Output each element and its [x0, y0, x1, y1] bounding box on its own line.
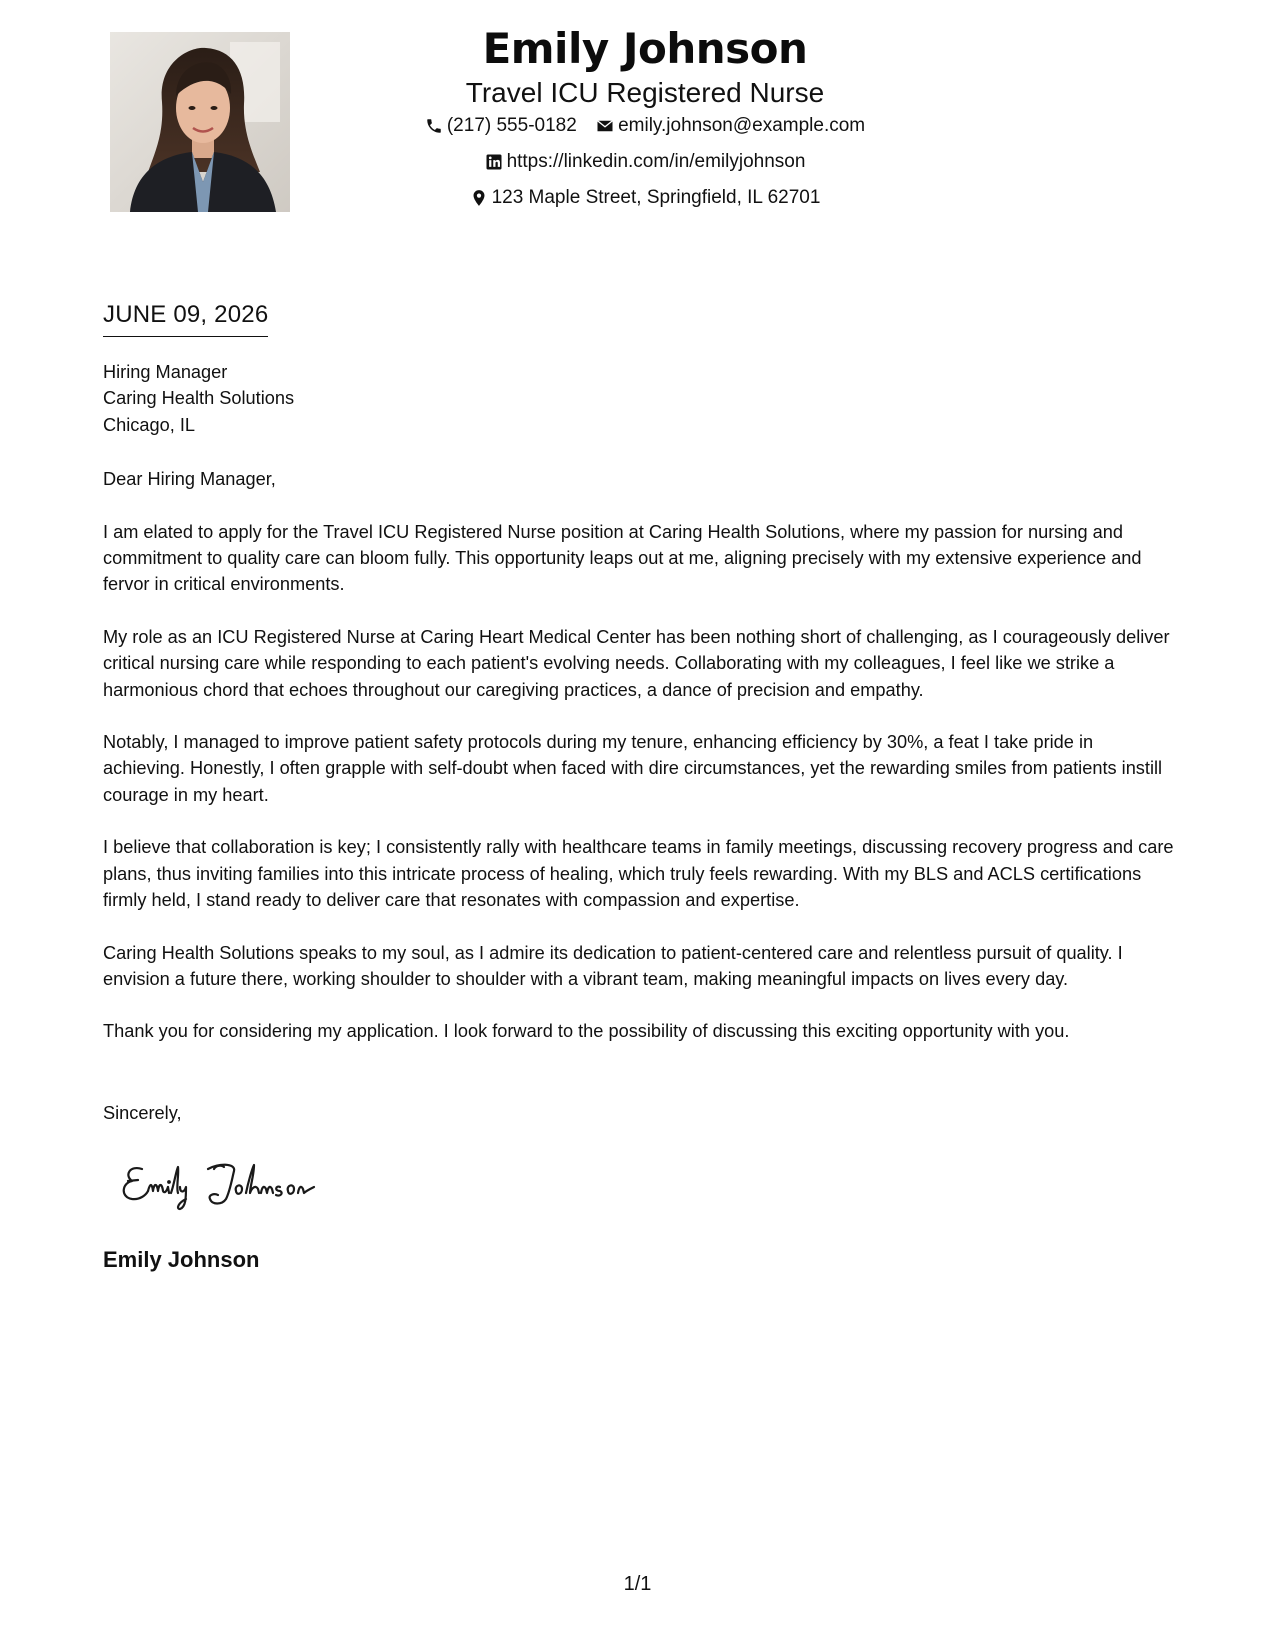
email-contact[interactable] — [596, 110, 865, 142]
letter-date: JUNE 09, 2026 — [103, 298, 268, 337]
header — [330, 22, 960, 218]
paragraph: I believe that collaboration is key; I consistently rally with healthcare teams in family meetings, discussing recovery progress and care plans, thus inviting families into this intricate process of healing, which truly feels rewarding. With my BLS and ACLS certifications firmly held, I stand ready to deliver care that resonates with compassion and expertise. — [103, 837, 1174, 911]
profile-photo — [110, 32, 290, 212]
recipient-company: Caring Health Solutions — [103, 388, 295, 409]
recipient-title: Hiring Manager — [103, 362, 228, 382]
phone-contact[interactable] — [425, 110, 577, 142]
letter-body — [103, 359, 1178, 1045]
envelope-icon — [596, 117, 614, 135]
paragraph: I am elated to apply for the Travel ICU Registered Nurse position at Caring Health Solutions, where my passion for nursing and commitment to quality care can bloom fully. This opportunity leaps out at me, aligning precisely with my extensive experience and fervor in critical environments. — [103, 521, 1142, 595]
page-number: 1/1 — [623, 1573, 652, 1595]
contact-row-3 — [330, 182, 960, 218]
paragraph: Caring Health Solutions speaks to my soul, as I admire its dedication to patient-centered care and relentless pursuit of quality. I envision a future there, working shoulder to shoulder with a vibrant team, making meaningful impacts on lives every day. — [103, 942, 1123, 989]
contact-row-2 — [330, 146, 960, 182]
phone-text: (217) 555-0182 — [446, 115, 577, 136]
paragraph: Notably, I managed to improve patient safety protocols during my tenure, enhancing efficiency by 30%, a feat I take pride in achieving. Honestly, I often grapple with self-doubt when faced with dire circumstances, yet the rewarding smiles from patients instill courage in my heart. — [103, 732, 1163, 805]
paragraph: My role as an ICU Registered Nurse at Caring Heart Medical Center has been nothing short of challenging, as I courageously deliver critical nursing care while responding to each patient's evolving needs. Collaborating with my colleagues, I feel like we strike a harmonious chord that echoes throughout our caregiving practices, a dance of precision and empathy. — [103, 626, 1170, 700]
address-contact — [470, 182, 821, 214]
salutation: Dear Hiring Manager, — [103, 469, 276, 490]
handwritten-signature — [118, 1155, 358, 1215]
paragraph: Thank you for considering my application. I look forward to the possibility of discussing this exciting opportunity with you. — [103, 1021, 1070, 1042]
job-title: Travel ICU Registered Nurse — [465, 77, 825, 108]
email-text: emily.johnson@example.com — [618, 115, 866, 136]
signer-name: Emily Johnson — [103, 1247, 260, 1272]
closing: Sincerely, — [103, 1103, 182, 1123]
linkedin-text: https://linkedin.com/in/emilyjohnson — [506, 151, 806, 172]
linkedin-icon — [485, 153, 503, 171]
contact-row-1 — [330, 110, 960, 146]
applicant-name: Emily Johnson — [482, 24, 808, 73]
recipient-location: Chicago, IL — [103, 414, 196, 435]
phone-icon — [425, 117, 443, 135]
map-pin-icon — [470, 189, 488, 207]
linkedin-contact[interactable] — [485, 146, 806, 178]
address-text: 123 Maple Street, Springfield, IL 62701 — [491, 187, 821, 208]
recipient-block — [103, 359, 1178, 438]
